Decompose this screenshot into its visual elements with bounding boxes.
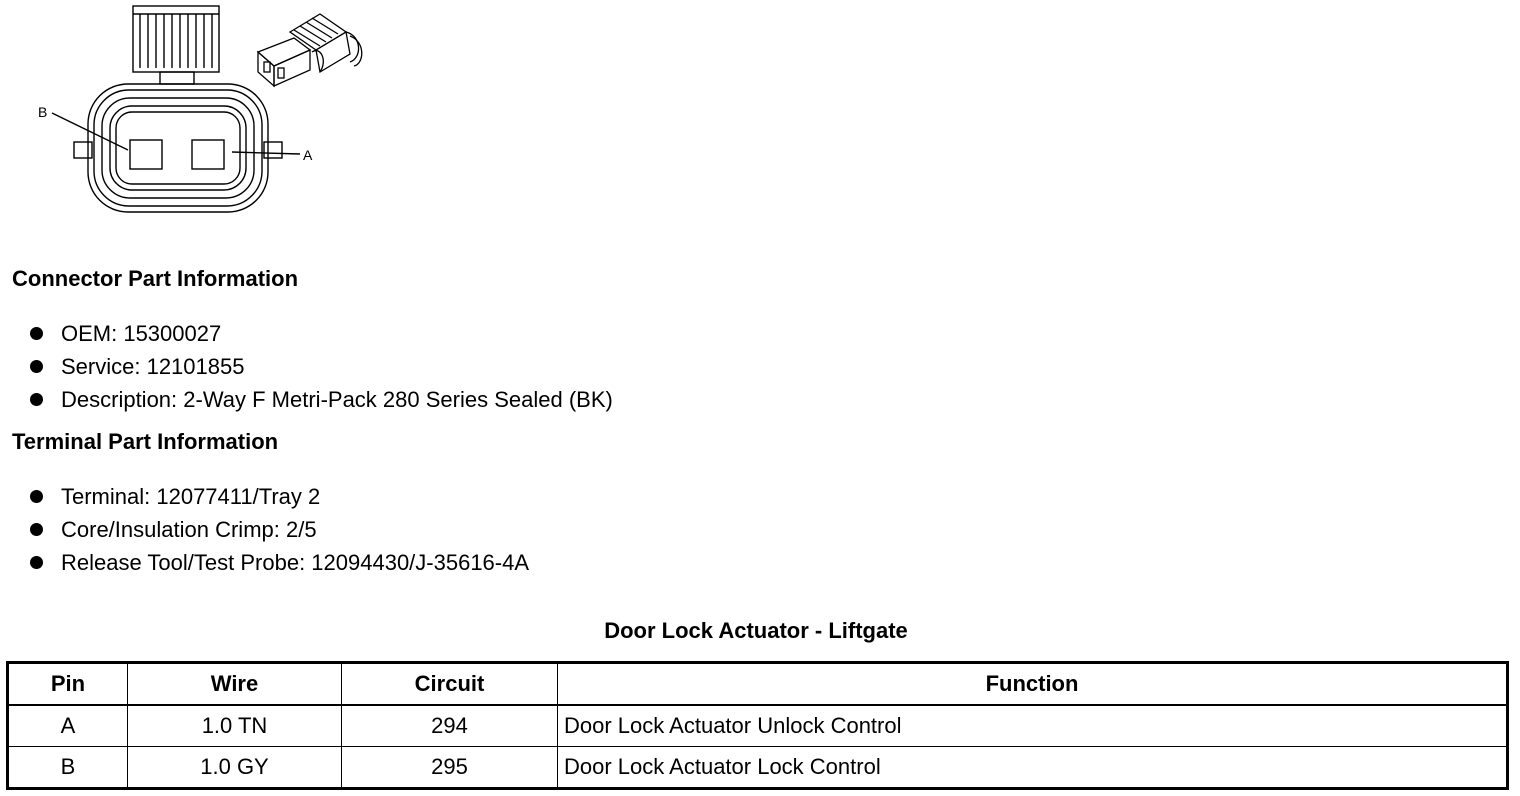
terminal-info-heading: Terminal Part Information xyxy=(12,429,279,454)
list-item: Core/Insulation Crimp: 2/5 xyxy=(28,513,529,546)
bullet-icon xyxy=(30,327,43,340)
bullet-icon xyxy=(30,556,43,569)
table-title: Door Lock Actuator - Liftgate xyxy=(604,618,908,643)
list-item: Service: 12101855 xyxy=(28,350,613,383)
locking-tab xyxy=(133,6,219,72)
cell-pin: A xyxy=(8,705,128,747)
list-item: Description: 2-Way F Metri-Pack 280 Series Sealed (BK) xyxy=(28,383,613,416)
list-item: Terminal: 12077411/Tray 2 xyxy=(28,480,529,513)
list-item: Release Tool/Test Probe: 12094430/J-35616-4A xyxy=(28,546,529,579)
list-item: OEM: 15300027 xyxy=(28,317,613,350)
cavity-a xyxy=(192,140,224,169)
cell-function: Door Lock Actuator Lock Control xyxy=(558,747,1508,789)
cell-wire: 1.0 TN xyxy=(128,705,342,747)
column-header-function: Function xyxy=(558,663,1508,706)
cavity-b xyxy=(130,140,162,169)
terminal-info-list xyxy=(28,480,529,579)
bullet-icon xyxy=(30,490,43,503)
table-row xyxy=(8,705,1508,747)
pin-label-b: B xyxy=(38,104,48,120)
column-header-wire: Wire xyxy=(128,663,342,706)
connector-isometric-drawing xyxy=(250,2,370,94)
cell-wire: 1.0 GY xyxy=(128,747,342,789)
column-header-circuit: Circuit xyxy=(342,663,558,706)
cell-function: Door Lock Actuator Unlock Control xyxy=(558,705,1508,747)
pinout-table xyxy=(6,661,1509,790)
bullet-icon xyxy=(30,523,43,536)
table-row xyxy=(8,747,1508,789)
column-header-pin: Pin xyxy=(8,663,128,706)
bullet-icon xyxy=(30,393,43,406)
cell-circuit: 294 xyxy=(342,705,558,747)
connector-housing xyxy=(88,84,268,212)
table-header-row xyxy=(8,663,1508,706)
connector-info-list xyxy=(28,317,613,416)
bullet-icon xyxy=(30,360,43,373)
connector-info-heading: Connector Part Information xyxy=(12,266,299,291)
cell-pin: B xyxy=(8,747,128,789)
pin-label-a: A xyxy=(303,147,313,163)
cell-circuit: 295 xyxy=(342,747,558,789)
